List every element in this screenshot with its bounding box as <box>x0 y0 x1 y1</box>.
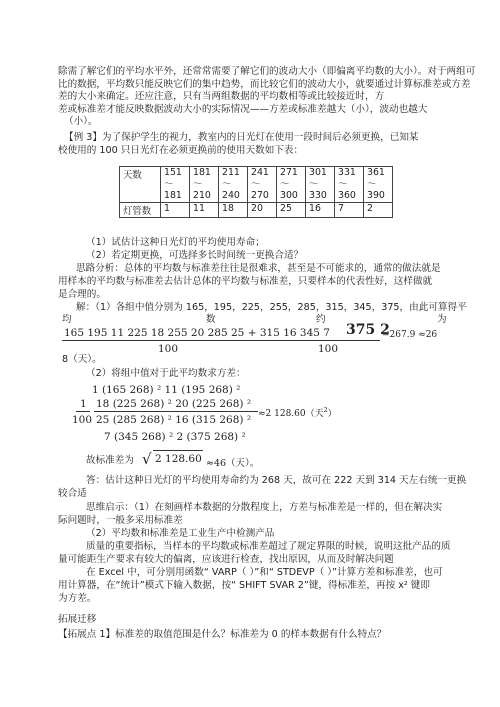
intro-line-1: 除需了解它们的平均水平外，还常常需要了解它们的波动大小（即偏离平均数的大小）。对于两组可 <box>58 66 476 77</box>
table-row-counts <box>120 202 393 217</box>
table-header-label: 天数 <box>120 167 161 203</box>
table-cell: 20 <box>248 202 277 217</box>
variance-row-4: 7 (345 268) ² 2 (375 268) ² <box>104 431 246 443</box>
reflection-line-2: 际问题时，一般多采用标准差 <box>58 515 183 526</box>
sd-label: 故标准差为 <box>86 455 134 466</box>
denominator-1: 100 <box>158 343 179 355</box>
solution-word-3: 约 <box>316 314 326 325</box>
sd-radicand: 2 128.60 <box>155 453 202 465</box>
reflection-line-1: 思维启示：（1）在刻画样本数据的分散程度上，方差与标准差是一样的，但在解决实 <box>86 502 443 513</box>
solution-line-3: （2）将组中值对于此平均数求方差： <box>86 368 246 379</box>
sqrt-bar <box>153 450 203 451</box>
table-cell: 2 <box>364 202 393 217</box>
solution-word-2: 数 <box>206 314 216 325</box>
variance-approx: ≈2 128.60（天$^2$） <box>258 406 337 419</box>
example-title: 【例 3】为了保护学生的视力，教室内的日光灯在使用一段时间后必须更换，已知某 <box>64 132 419 143</box>
table-cell: 25 <box>277 202 306 217</box>
analysis-line-3: 是合理的。 <box>58 289 106 300</box>
fraction-bar <box>62 340 380 341</box>
answer-line-2: 较合适 <box>58 488 87 499</box>
variance-sum-bar <box>94 411 258 412</box>
variance-row-2: 18 (225 268) ² 20 (225 268) ² <box>96 398 252 410</box>
mean-expression: 165 195 11 225 18 255 20 285 25 + 315 16 345 7 <box>64 327 330 339</box>
extension-item: 【拓展点 1】标准差的取值范围是什么？标准差为 0 的样本数据有什么特点？ <box>58 629 387 640</box>
intro-line-5: （小）。 <box>64 116 98 127</box>
reflection-line-6: 在 Excel 中，可分别用函数“ VARP（ ）”和“ STDEVP（ ）”计算方差和标准差，也可 <box>86 567 443 578</box>
table-row-days: 天数 151 ～ 181 181 ～ 210 211 ～ 240 241 ～ 270 271 ～ 300 301 ～ 330 331 ～ 360 361 ～ 390 <box>120 167 393 203</box>
solution-word-1: 均 <box>62 314 72 325</box>
intro-line-4: 差或标准差才能反映数据波动大小的实际情况——方差或标准差越大（小），波动也越大 <box>58 104 428 115</box>
sqrt-symbol: √ <box>142 450 152 468</box>
analysis-line-2: 用样本的平均数与标准差去估计总体的平均数与标准差，只要样本的代表性好，这样做就 <box>58 276 433 287</box>
question-2: （2）若定期更换，可选择多长时间统一更换合适？ <box>86 250 304 261</box>
reflection-line-5: 量可能距生产要求有较大的偏离，应该进行检查，找出原因，从而及时解决问题 <box>58 554 394 565</box>
reflection-line-7: 用计算器，在“统计”模式下输入数据，按“ SHIFT SVAR 2”键，得标准差，再按 x² 键即 <box>58 580 430 591</box>
variance-frac-den: 100 <box>72 414 93 426</box>
data-table <box>119 166 393 218</box>
solution-word-4: 为 <box>437 314 447 325</box>
denominator-2: 100 <box>318 343 339 355</box>
mean-result: =267.9 ≈26 <box>382 330 438 340</box>
variance-row-1: 1 (165 268) ² 11 (195 268) ² <box>92 384 241 396</box>
sd-result: ≈46（天）。 <box>206 458 260 469</box>
table-cell: 1 <box>161 202 190 217</box>
table-cell: 18 <box>219 202 248 217</box>
answer-line-1: 答：估计这种日光灯的平均使用寿命约为 268 天，故可在 222 天到 314 天左右统一更换 <box>86 475 467 486</box>
question-1: （1）试估计这种日光灯的平均使用寿命； <box>86 237 265 248</box>
variance-frac-num: 1 <box>80 398 87 410</box>
table-row-label: 灯管数 <box>120 202 161 217</box>
reflection-line-8: 为方差。 <box>58 593 97 604</box>
example-subtitle: 校使用的 100 只日光灯在必须更换前的使用天数如下表： <box>58 145 304 156</box>
variance-frac-bar <box>76 411 90 412</box>
table-cell: 7 <box>335 202 364 217</box>
table-cell: 16 <box>306 202 335 217</box>
table-cell: 11 <box>190 202 219 217</box>
variance-row-3: 25 (285 268) ² 16 (315 268) ² <box>96 414 252 426</box>
reflection-line-4: 质量的重要指标，当样本的平均数或标准差超过了规定界限的时候，说明这批产品的质 <box>86 541 451 552</box>
mean-days: 8（天）。 <box>62 354 102 365</box>
mean-expression-tail: 375 2 <box>346 322 390 338</box>
reflection-line-3: （2）平均数和标准差是工业生产中检测产品 <box>86 528 275 539</box>
intro-line-2: 比的数据，平均数只能反映它们的集中趋势，而比较它们的波动大小，就要通过计算标准差或方差 <box>58 79 471 90</box>
extension-title: 拓展迁移 <box>58 614 97 625</box>
intro-line-3: 差的大小来确定。还应注意，只有当两组数据的平均数相等或比较接近时，方 <box>58 91 385 102</box>
analysis-line-1: 思路分析：总体的平均数与标准差往往是很难求，甚至是不可能求的，通常的做法就是 <box>76 263 441 274</box>
solution-line-1: 解：（1）各组中值分别为 165，195，225，255，285，315，345，375，由此可算得平 <box>76 302 467 313</box>
